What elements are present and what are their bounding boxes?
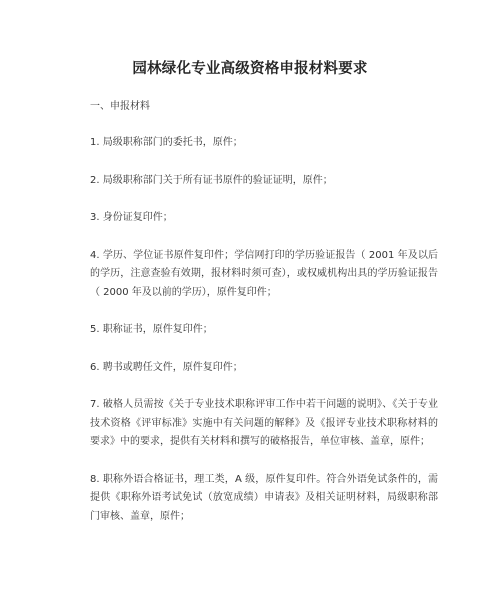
- document-title: 园林绿化专业高级资格申报材料要求: [132, 61, 368, 77]
- list-item: 6. 聘书或聘任文件，原件复印件；: [90, 361, 243, 373]
- list-item: 3. 身份证复印件；: [90, 212, 173, 223]
- list-item: 7. 破格人员需按《关于专业技术职称评审工作中若干问题的说明》、《关于专业技术资格《评审标准》实施中有关问题的解释》及《报评专业技术职称材料的要求》中的要求，提供有关材料和撰写的破格报告，单位审核、盖章，原件；: [90, 399, 438, 447]
- list-item: 2. 局级职称部门关于所有证书原件的验证证明，原件；: [90, 174, 333, 186]
- list-item: 5. 职称证书，原件复印件；: [90, 324, 213, 335]
- section-heading: 一、申报材料: [90, 101, 150, 112]
- list-item: 1. 局级职称部门的委托书，原件；: [90, 137, 243, 148]
- list-item: 4. 学历、学位证书原件复印件；学信网打印的学历验证报告（ 2001 年及以后的学历，注意查验有效期，报材料时须可查），或权威机构出具的学历验证报告（ 2000 年及以前的学历），原件复印件；: [90, 249, 438, 298]
- list-item: 8. 职称外语合格证书，理工类，A 级，原件复印件。符合外语免试条件的，需提供《职称外语考试免试（放宽成绩）申请表》及相关证明材料，局级职称部门审核、盖章，原件；: [90, 473, 438, 522]
